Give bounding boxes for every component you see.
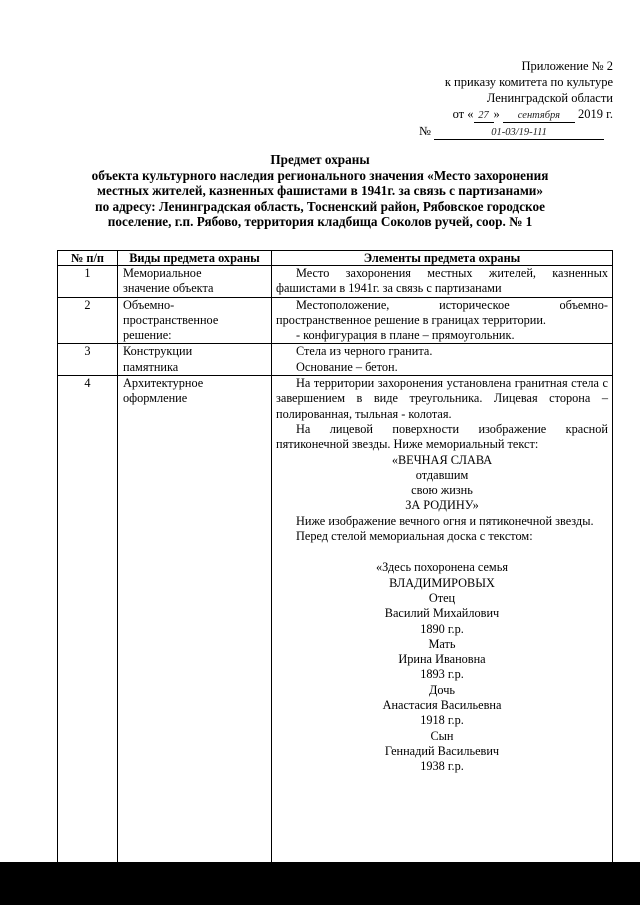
header-elements: Элементы предмета охраны [272,251,613,266]
plaque-text: «Здесь похоронена семья ВЛАДИМИРОВЫХ Отец Василий Михайлович 1890 г.р. Мать Ирина Ивановна 1893 г.р. Дочь Анастасия Васильевна 1918 г.р. Сын Геннадий Васильевич 1938 г.р. [376,560,508,774]
appendix-line: Приложение № 2 [521,59,613,73]
stela-text: «ВЕЧНАЯ СЛАВА отдавшим свою жизнь ЗА РОДИНУ» [391,452,493,513]
bottom-black-bar [0,862,640,905]
header-kind: Виды предмета охраны [118,251,272,266]
handwritten-number: 01-03/19-111 [434,126,604,140]
appendix-date: от « 27 » сентября 2019 г. [452,107,613,121]
appendix-header [413,58,613,140]
handwritten-day: 27 [474,109,494,123]
table-row: 1 Мемориальное значение объекта Место захоронения местных жителей, казненных фашистами в 1941г. за связь с партизанами [58,266,613,298]
protection-table [57,250,613,862]
document-title: Предмет охраны объекта культурного наследия регионального значения «Место захоронения местных жителей, казненных фашистами в 1941г. за связь с партизанами» по адресу: Ленинградская область, Тосненский район, Рябовское городское поселение, г.п. Рябово, территория кладбища Соколов ручей, соор. № 1 [91,152,549,229]
handwritten-month: сентября [503,109,575,123]
appendix-line: к приказу комитета по культуре [444,75,613,89]
table-row: 2 Объемно- пространственное решение: Местоположение, историческое объемно-пространственное решение в границах территории. - конфигурация в плане – прямоугольник. [58,297,613,344]
table-row: 3 Конструкции памятника Стела из черного гранита. Основание – бетон. [58,344,613,376]
appendix-line: Ленинградской области [486,91,613,105]
table-header-row [58,251,613,266]
table-row: 4 Архитектурное оформление На территории захоронения установлена гранитная стела с завершением в виде треугольника. Лицевая сторона – полированная, тыльная - колотая. На лицевой поверхности изображение красной пятиконечной звезды. Ниже мемориальный текст: «ВЕЧНАЯ СЛАВА отдавшим свою жизнь ЗА РОДИНУ» Ниже изображение вечного огня и пятиконечной звезды. Перед стелой мемориальная доска с текстом: «Здесь похоронена семья ВЛАДИМИРОВЫХ Отец Василий Михайлович 1890 г.р. Мать Ирина Ивановна 1893 г.р. Дочь Анастасия Васильевна 1918 г.р. Сын Геннадий Васильевич 1938 г.р. [58,376,613,862]
header-num: № п/п [58,251,118,266]
appendix-number: № 01-03/19-111 [413,123,613,140]
